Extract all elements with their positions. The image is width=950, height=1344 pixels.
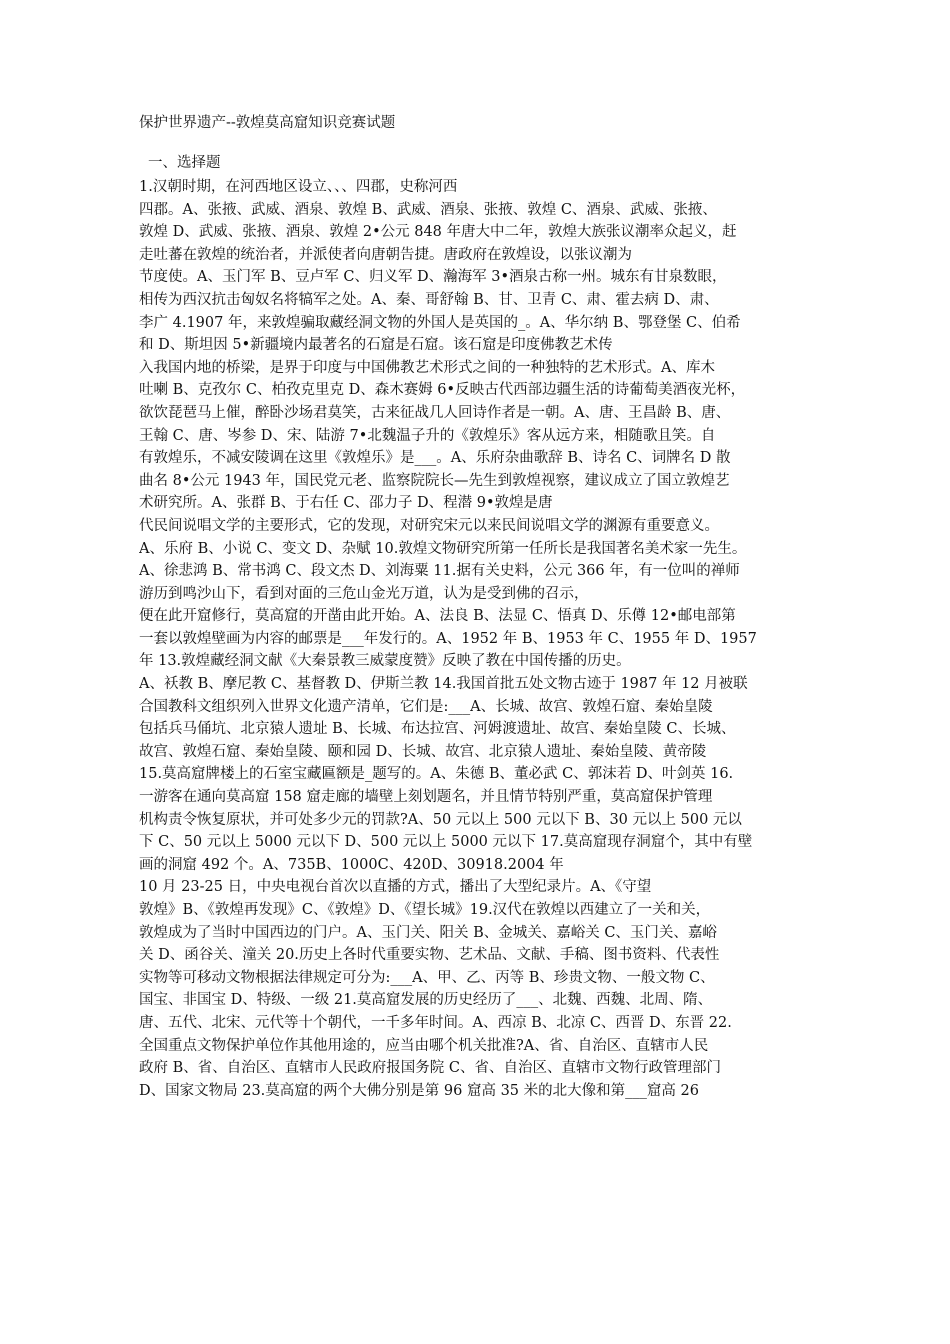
text-line: 敦煌成为了当时中国西边的门户。A、玉门关、阳关 B、金城关、嘉峪关 C、玉门关、嘉峪 [139,924,717,941]
text-line: 1.汉朝时期，在河西地区设立、、、四郡，史称河西 [139,179,458,195]
text-line: 有敦煌乐，不减安陵调在这里《敦煌乐》是___。A、乐府杂曲歌辞 B、诗名 C、词牌名 D 散 [139,450,731,467]
text-line: 敦煌 D、武威、张掖、酒泉、敦煌 2•公元 848 年唐大中二年，敦煌大族张议潮率众起义，赶 [139,224,737,241]
text-line: A、徐悲鸿 B、常书鸿 C、段文杰 D、刘海粟 11.据有关史料，公元 366 年，有一位叫的禅师 [139,563,740,580]
text-line: 一游客在通向莫高窟 158 窟走廊的墙壁上刻划题名，并且情节特别严重，莫高窟保护管理 [139,789,713,806]
question-text-block [139,176,829,1102]
section-heading: 一、选择题 [148,155,221,171]
text-line: 曲名 8•公元 1943 年，国民党元老、监察院院长—先生到敦煌视察，建议成立了国立敦煌艺 [139,472,730,489]
text-line: 10 月 23-25 日，中央电视台首次以直播的方式，播出了大型纪录片。A、《守望 [139,879,652,896]
text-line: 术研究所。A、张群 B、于右任 C、邵力子 D、程潜 9•敦煌是唐 [139,495,553,512]
text-line: 便在此开窟修行，莫高窟的开凿由此开始。A、法良 B、法显 C、悟真 D、乐僔 12•邮电部第 [139,608,736,625]
text-line: 和 D、斯坦因 5•新疆境内最著名的石窟是石窟。该石窟是印度佛教艺术传 [139,337,613,354]
document-title: 保护世界遗产--敦煌莫高窟知识竞赛试题 [139,115,396,131]
text-line: 画的洞窟 492 个。A、735B、1000C、420D、30918.2004 年 [139,856,564,873]
text-line: 国宝、非国宝 D、特级、一级 21.莫高窟发展的历史经历了___、北魏、西魏、北周、隋、 [139,992,713,1009]
text-line: 实物等可移动文物根据法律规定可分为:___A、甲、乙、丙等 B、珍贵文物、一般文物 C、 [139,969,715,986]
text-line: 关 D、函谷关、潼关 20.历史上各时代重要实物、艺术品、文献、手稿、图书资料、代表性 [139,947,720,964]
text-line: 入我国内地的桥梁，是界于印度与中国佛教艺术形式之间的一种独特的艺术形式。A、库木 [139,359,715,376]
text-line: 相传为西汉抗击匈奴名将犒军之处。A、秦、哥舒翰 B、甘、卫青 C、肃、霍去病 D、肃、 [139,291,719,308]
text-line: 王翰 C、唐、岑参 D、宋、陆游 7•北魏温子升的《敦煌乐》客从远方来，相随歌且笑。自 [139,427,716,444]
text-line: 机构责令恢复原状，并可处多少元的罚款?A、50 元以上 500 元以下 B、30 元以上 500 元以 [139,811,742,828]
text-line: D、国家文物局 23.莫高窟的两个大佛分别是第 96 窟高 35 米的北大像和第___窟高 26 [139,1082,699,1099]
text-line: 欲饮琵琶马上催，醉卧沙场君莫笑，古来征战几人回诗作者是一朝。A、唐、王昌龄 B、唐、 [139,404,731,421]
text-line: 包括兵马俑坑、北京猿人遗址 B、长城、布达拉宫、河姆渡遗址、故宫、秦始皇陵 C、长城、 [139,721,736,738]
text-line: 代民间说唱文学的主要形式，它的发现，对研究宋元以来民间说唱文学的渊源有重要意义。 [139,517,719,534]
text-line: 吐喇 B、克孜尔 C、柏孜克里克 D、森木赛姆 6•反映古代西部边疆生活的诗葡萄美酒夜光杯， [139,382,746,399]
text-line: 游历到鸣沙山下，看到对面的三危山金光万道，认为是受到佛的召示， [139,585,589,602]
text-line: 一套以敦煌壁画为内容的邮票是___年发行的。A、1952 年 B、1953 年 C、1955 年 D、1957 [139,630,757,647]
text-line: 故宫、敦煌石窟、秦始皇陵、颐和园 D、长城、故宫、北京猿人遗址、秦始皇陵、黄帝陵 [139,743,707,760]
text-line: 唐、五代、北宋、元代等十个朝代，一千多年时间。A、西凉 B、北凉 C、西晋 D、东晋 22. [139,1014,732,1031]
text-line: 敦煌》B、《敦煌再发现》C、《敦煌》D、《望长城》19.汉代在敦煌以西建立了一关和关， [139,902,711,918]
text-line: 走吐蕃在敦煌的统治者，并派使者向唐朝告捷。唐政府在敦煌设，以张议潮为 [139,246,632,263]
text-line: 节度使。A、玉门军 B、豆卢军 C、归义军 D、瀚海军 3•酒泉古称一州。城东有甘泉数眼， [139,269,727,286]
text-line: 合国教科文组织列入世界文化遗产清单，它们是:___A、长城、故宫、敦煌石窟、秦始皇陵 [139,698,713,715]
text-line: 政府 B、省、自治区、直辖市人民政府报国务院 C、省、自治区、直辖市文物行政管理部门 [139,1060,721,1077]
text-line: 15.莫高窟牌楼上的石室宝藏匾额是_题写的。A、朱德 B、董必武 C、郭沫若 D、叶剑英 16. [139,766,734,783]
document-page [139,112,829,1102]
text-line: 年 13.敦煌藏经洞文献《大秦景教三威蒙度赞》反映了教在中国传播的历史。 [139,653,631,670]
text-line: A、乐府 B、小说 C、变文 D、杂赋 10.敦煌文物研究所第一任所长是我国著名美术家一先生。 [139,540,747,557]
text-line: A、袄教 B、摩尼教 C、基督教 D、伊斯兰教 14.我国首批五处文物古迹于 1987 年 12 月被联 [139,676,748,693]
text-line: 全国重点文物保护单位作其他用途的，应当由哪个机关批准?A、省、自治区、直辖市人民 [139,1037,709,1054]
text-line: 李广 4.1907 年，来敦煌骗取藏经洞文物的外国人是英国的_。A、华尔纳 B、鄂登堡 C、伯希 [139,314,741,331]
text-line: 四郡。A、张掖、武威、酒泉、敦煌 B、武威、酒泉、张掖、敦煌 C、酒泉、武威、张掖、 [139,201,717,218]
text-line: 下 C、50 元以上 5000 元以下 D、500 元以上 5000 元以下 17.莫高窟现存洞窟个，其中有壁 [139,834,753,851]
